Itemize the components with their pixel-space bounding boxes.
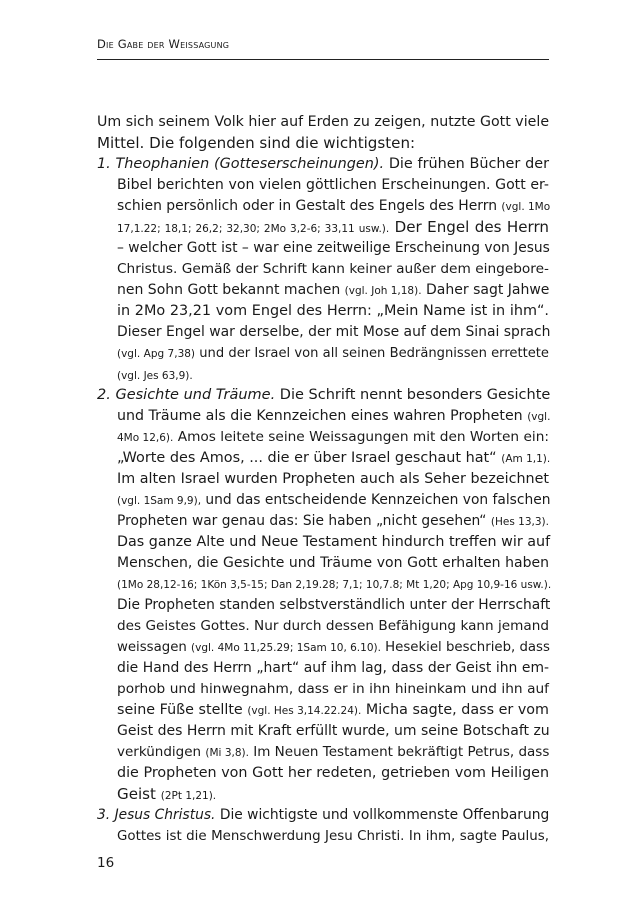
text-line [97, 175, 549, 196]
text-run: Dieser Engel war derselbe, der mit Mose auf dem Sinai sprach [117, 324, 551, 340]
text-line [97, 196, 549, 217]
text-run: Mittel. Die folgenden sind die wichtigsten: [97, 134, 416, 152]
bible-reference: (vgl. Jes 63,9). [117, 370, 193, 382]
text-run: Bibel berichten von vielen göttlichen Erscheinungen. Gott er- [117, 177, 549, 193]
text-line [97, 679, 549, 700]
text-run: und Träume als die Kennzeichen eines wahren Propheten [117, 408, 528, 424]
text-run: Im alten Israel wurden Propheten auch als Seher bezeichnet [117, 471, 549, 487]
text-line [97, 721, 549, 742]
text-line [97, 511, 549, 532]
list-item-2 [97, 385, 549, 406]
bible-reference: (vgl. 4Mo 11,25.29; 1Sam 10, 6.10). [191, 642, 381, 654]
text-line [97, 469, 549, 490]
text-line [97, 133, 549, 154]
text-line [97, 658, 549, 679]
text-run: verkündigen [117, 744, 206, 760]
text-line [97, 763, 549, 784]
list-item-title: Theophanien (Gotteserscheinungen). [115, 156, 385, 172]
text-run: seine Füße stellte [117, 702, 248, 718]
text-run: Daher sagt Jahwe [421, 282, 550, 298]
text-run: Geist des Herrn mit Kraft erfüllt wurde, um seine Botschaft zu [117, 723, 550, 739]
text-run: Im Neuen Testament bekräftigt Petrus, dass [248, 744, 550, 760]
text-line [97, 700, 549, 721]
list-number: 3. [97, 807, 111, 823]
bible-reference: (vgl. 1Mo [501, 201, 551, 213]
text-run: des Geistes Gottes. Nur durch dessen Befähigung kann jemand [117, 618, 549, 634]
bible-reference: (vgl. Hes 3,14.22.24). [247, 705, 362, 717]
text-run: Propheten war genau das: Sie haben „nicht gesehen“ [117, 513, 491, 529]
list-item-1 [97, 154, 549, 175]
header-rule [97, 59, 549, 60]
bible-reference: (Mi 3,8). [205, 747, 249, 759]
text-run: schien persönlich oder in Gestalt des Engels des Herrn [117, 198, 502, 214]
text-run: und das entscheidende Kennzeichen von falschen [201, 492, 551, 508]
text-line [97, 322, 549, 343]
text-run: Die Schrift nennt besonders Gesichte [275, 387, 551, 403]
bible-reference: (vgl. Joh 1,18). [344, 285, 422, 297]
text-line [97, 595, 549, 616]
text-run: Der Engel des Herrn [389, 218, 549, 236]
text-line [97, 616, 549, 637]
text-line [97, 826, 549, 847]
text-run: Micha sagte, dass er vom [361, 702, 549, 718]
text-run: porhob und hinwegnahm, dass er in ihn hineinkam und ihn auf [117, 681, 549, 697]
text-line [97, 406, 549, 427]
text-run: weissagen [117, 640, 192, 655]
bible-reference: (1Mo 28,12-16; 1Kön 3,5-15; Dan 2,19.28; 7,1; 10,7.8; Mt 1,20; Apg 10,9-16 usw.). [117, 579, 552, 591]
text-line [97, 427, 549, 448]
text-run: und der Israel von all seinen Bedrängnissen errettete [195, 346, 549, 361]
text-line [97, 280, 549, 301]
bible-reference: (2Pt 1,21). [160, 790, 217, 802]
bible-reference: (vgl. Apg 7,38) [117, 348, 196, 360]
bible-reference: (vgl. [527, 411, 551, 423]
page-number: 16 [97, 855, 115, 871]
text-line [97, 574, 552, 595]
running-head: Die Gabe der Weissagung [97, 37, 230, 51]
text-run: Die frühen Bücher der [384, 156, 549, 172]
bible-reference: (Hes 13,3). [490, 516, 549, 528]
body-text [97, 112, 552, 847]
text-line [97, 448, 549, 469]
bible-reference: 4Mo 12,6). [117, 432, 174, 444]
list-number: 2. [97, 387, 111, 403]
list-item-title: Jesus Christus. [114, 807, 216, 823]
text-line [97, 301, 549, 322]
text-line [97, 784, 549, 805]
text-run: „Worte des Amos, ... die er über Israel geschaut hat“ [117, 450, 502, 466]
text-run: Um sich seinem Volk hier auf Erden zu zeigen, nutzte Gott viele [97, 114, 550, 130]
text-line [97, 238, 549, 259]
bible-reference: 17,1.22; 18,1; 26,2; 32,30; 2Mo 3,2-6; 33,11 usw.). [117, 223, 390, 235]
list-item-3 [97, 805, 549, 826]
text-line [97, 637, 549, 658]
text-line [97, 259, 549, 280]
text-run: Geist [117, 785, 161, 803]
text-run: Christus. Gemäß der Schrift kann keiner außer dem eingebore- [117, 261, 549, 277]
text-run: Die Propheten standen selbstverständlich unter der Herrschaft [117, 597, 551, 613]
text-run: nen Sohn Gott bekannt machen [117, 282, 345, 298]
text-run: Amos leitete seine Weissagungen mit den Worten ein: [173, 429, 549, 445]
text-line [97, 490, 549, 511]
text-run: die Hand des Herrn „hart“ auf ihm lag, dass der Geist ihn em- [117, 660, 549, 676]
text-run: Das ganze Alte und Neue Testament hindurch treffen wir auf [117, 534, 551, 550]
text-line [97, 343, 549, 364]
text-line [97, 553, 549, 574]
text-run: Menschen, die Gesichte und Träume von Gott erhalten haben [117, 555, 549, 571]
text-run: – welcher Gott ist – war eine zeitweilige Erscheinung von Jesus [117, 240, 550, 256]
text-line [97, 532, 549, 553]
text-run: in 2Mo 23,21 vom Engel des Herrn: „Mein Name ist in ihm“. [117, 303, 549, 319]
list-number: 1. [97, 156, 111, 172]
text-run: Die wichtigste und vollkommenste Offenbarung [215, 807, 550, 823]
text-run: Gottes ist die Menschwerdung Jesu Christi. In ihm, sagte Paulus, [117, 829, 549, 844]
text-run: die Propheten von Gott her redeten, getrieben vom Heiligen [117, 765, 549, 781]
text-run: Hesekiel beschrieb, dass [380, 640, 550, 655]
text-line [97, 217, 549, 238]
list-item-title: Gesichte und Träume. [115, 387, 276, 403]
text-line [97, 364, 549, 385]
text-line [97, 112, 549, 133]
text-line [97, 742, 549, 763]
bible-reference: (Am 1,1). [501, 453, 551, 465]
bible-reference: (vgl. 1Sam 9,9), [117, 495, 202, 507]
